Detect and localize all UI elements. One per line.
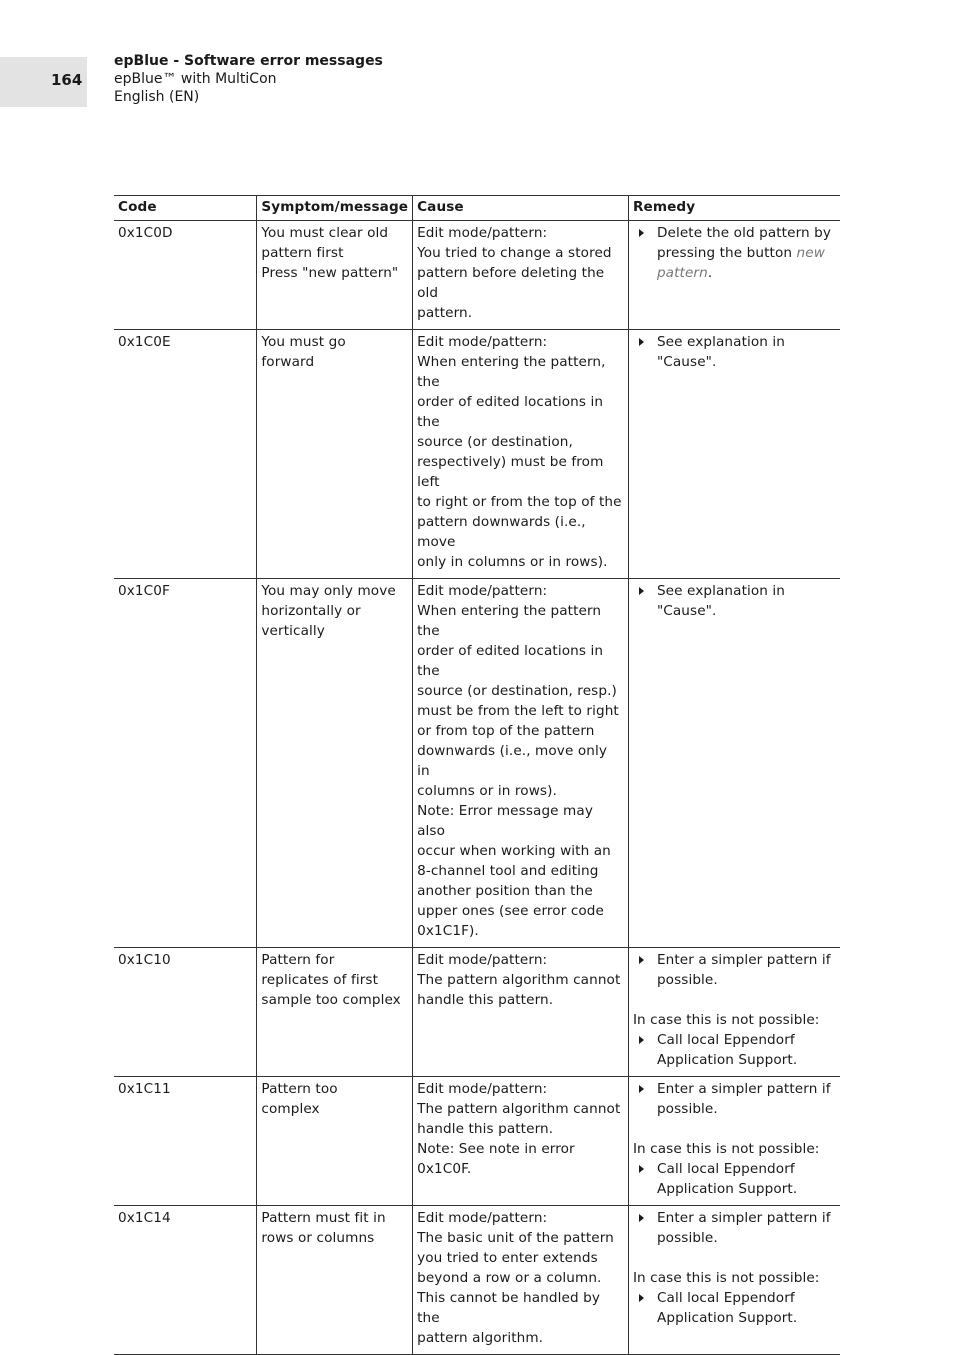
bullet-arrow-icon: [639, 1085, 644, 1093]
remedy-step-text: Call local Eppendorf Application Support.: [656, 1161, 798, 1197]
page-number: 164: [51, 71, 83, 89]
symptom-cell: [257, 948, 413, 1077]
symptom-line: vertically: [261, 623, 325, 639]
remedy-text: Delete the old pattern by pressing the button: [656, 225, 832, 261]
bullet-arrow-icon: [639, 956, 644, 964]
symptom-line: sample too complex: [261, 992, 401, 1008]
remedy-step-text: See explanation in "Cause".: [656, 334, 786, 370]
running-header: [114, 52, 383, 106]
remedy-step-text: [657, 223, 836, 283]
column-header-code: Code: [114, 196, 257, 221]
remedy-step: [633, 332, 836, 372]
cause-cell: [413, 330, 629, 579]
cause-line: occur when working with an: [417, 843, 611, 859]
error-code: 0x1C0F: [114, 579, 257, 948]
cause-line: handle this pattern.: [417, 1121, 554, 1137]
remedy-step: [633, 1030, 836, 1070]
error-messages-table: [114, 195, 840, 1355]
cause-line: source (or destination, resp.): [417, 683, 617, 699]
cause-line: 0x1C0F.: [417, 1161, 472, 1177]
cause-line: or from top of the pattern: [417, 723, 595, 739]
error-code: 0x1C11: [114, 1077, 257, 1206]
bullet-arrow-icon: [639, 338, 644, 346]
remedy-note: In case this is not possible:: [632, 1141, 820, 1157]
cause-line: handle this pattern.: [417, 992, 554, 1008]
symptom-cell: [257, 1077, 413, 1206]
cause-line: you tried to enter extends: [417, 1250, 598, 1266]
remedy-step: [633, 1079, 836, 1119]
button-reference: new pattern: [656, 245, 825, 281]
header-subtitle: epBlue™ with MultiCon: [114, 71, 277, 87]
column-header-cause: Cause: [413, 196, 629, 221]
table-row: [114, 579, 840, 948]
remedy-step: [633, 950, 836, 990]
symptom-cell: [257, 579, 413, 948]
cause-line: upper ones (see error code: [417, 903, 605, 919]
cause-line: Edit mode/pattern:: [417, 334, 548, 350]
cause-cell: [413, 221, 629, 330]
cause-line: must be from the left to right: [417, 703, 619, 719]
column-header-remedy: Remedy: [628, 196, 840, 221]
remedy-cell: [628, 1206, 840, 1355]
cause-line: columns or in rows).: [417, 783, 557, 799]
bullet-arrow-icon: [639, 1165, 644, 1173]
remedy-step-text: Call local Eppendorf Application Support.: [656, 1032, 798, 1068]
cause-line: Note: Error message may also: [417, 803, 593, 839]
symptom-line: Pattern too: [261, 1081, 338, 1097]
cause-line: This cannot be handled by the: [417, 1290, 600, 1326]
cause-cell: [413, 1206, 629, 1355]
symptom-cell: [257, 1206, 413, 1355]
symptom-line: You must go: [261, 334, 346, 350]
cause-line: Note: See note in error: [417, 1141, 575, 1157]
remedy-cell: [628, 330, 840, 579]
cause-cell: [413, 579, 629, 948]
bullet-arrow-icon: [639, 587, 644, 595]
cause-line: only in columns or in rows).: [417, 554, 608, 570]
remedy-step: [633, 1159, 836, 1199]
cause-line: order of edited locations in the: [417, 643, 604, 679]
remedy-note: In case this is not possible:: [632, 1012, 820, 1028]
symptom-line: forward: [261, 354, 315, 370]
bullet-arrow-icon: [639, 1294, 644, 1302]
symptom-line: complex: [261, 1101, 320, 1117]
remedy-step-text: Enter a simpler pattern if possible.: [656, 1210, 831, 1246]
error-code: 0x1C0E: [114, 330, 257, 579]
symptom-line: Press "new pattern": [261, 265, 399, 281]
header-title: epBlue - Software error messages: [114, 53, 383, 69]
table-row: [114, 1077, 840, 1206]
symptom-line: pattern first: [261, 245, 344, 261]
symptom-line: Pattern for: [261, 952, 335, 968]
cause-cell: [413, 1077, 629, 1206]
remedy-cell: [628, 948, 840, 1077]
bullet-arrow-icon: [639, 1214, 644, 1222]
remedy-cell: [628, 221, 840, 330]
bullet-arrow-icon: [639, 1036, 644, 1044]
remedy-step-text: See explanation in "Cause".: [656, 583, 786, 619]
remedy-step: [633, 1288, 836, 1328]
cause-line: The pattern algorithm cannot: [417, 1101, 621, 1117]
symptom-line: Pattern must fit in: [261, 1210, 386, 1226]
cause-line: 0x1C1F).: [417, 923, 479, 939]
cause-line: When entering the pattern the: [417, 603, 602, 639]
symptom-line: horizontally or: [261, 603, 361, 619]
table-row: [114, 1206, 840, 1355]
error-code: 0x1C14: [114, 1206, 257, 1355]
cause-line: You tried to change a stored: [417, 245, 612, 261]
remedy-step-text: Enter a simpler pattern if possible.: [656, 952, 831, 988]
table-row: [114, 948, 840, 1077]
table-header-row: [114, 196, 840, 221]
cause-line: pattern.: [417, 305, 473, 321]
cause-line: The pattern algorithm cannot: [417, 972, 621, 988]
bullet-arrow-icon: [639, 229, 644, 237]
symptom-cell: [257, 221, 413, 330]
symptom-line: You must clear old: [261, 225, 389, 241]
remedy-step: [633, 581, 836, 621]
remedy-cell: [628, 1077, 840, 1206]
remedy-step-text: Call local Eppendorf Application Support.: [656, 1290, 798, 1326]
symptom-cell: [257, 330, 413, 579]
symptom-line: rows or columns: [261, 1230, 375, 1246]
spacer: [633, 1119, 836, 1139]
cause-line: to right or from the top of the: [417, 494, 622, 510]
cause-line: Edit mode/pattern:: [417, 225, 548, 241]
cause-line: Edit mode/pattern:: [417, 583, 548, 599]
header-language: English (EN): [114, 89, 200, 105]
symptom-line: You may only move: [261, 583, 396, 599]
remedy-cell: [628, 579, 840, 948]
cause-line: pattern algorithm.: [417, 1330, 544, 1346]
remedy-note: In case this is not possible:: [632, 1270, 820, 1286]
error-code: 0x1C10: [114, 948, 257, 1077]
cause-cell: [413, 948, 629, 1077]
cause-line: Edit mode/pattern:: [417, 952, 548, 968]
cause-line: order of edited locations in the: [417, 394, 604, 430]
cause-line: source (or destination,: [417, 434, 573, 450]
spacer: [633, 1248, 836, 1268]
remedy-text-end: .: [707, 265, 713, 281]
symptom-line: replicates of first: [261, 972, 379, 988]
cause-line: pattern before deleting the old: [417, 265, 605, 301]
table-row: [114, 221, 840, 330]
cause-line: When entering the pattern, the: [417, 354, 606, 390]
spacer: [633, 990, 836, 1010]
error-code: 0x1C0D: [114, 221, 257, 330]
remedy-step: [633, 1208, 836, 1248]
cause-line: pattern downwards (i.e., move: [417, 514, 586, 550]
column-header-symptom: Symptom/message: [257, 196, 413, 221]
cause-line: respectively) must be from left: [417, 454, 604, 490]
remedy-step-text: Enter a simpler pattern if possible.: [656, 1081, 831, 1117]
cause-line: Edit mode/pattern:: [417, 1210, 548, 1226]
cause-line: The basic unit of the pattern: [417, 1230, 614, 1246]
remedy-step: [633, 223, 836, 283]
cause-line: downwards (i.e., move only in: [417, 743, 607, 779]
table-row: [114, 330, 840, 579]
cause-line: Edit mode/pattern:: [417, 1081, 548, 1097]
cause-line: another position than the: [417, 883, 593, 899]
cause-line: 8-channel tool and editing: [417, 863, 599, 879]
cause-line: beyond a row or a column.: [417, 1270, 602, 1286]
